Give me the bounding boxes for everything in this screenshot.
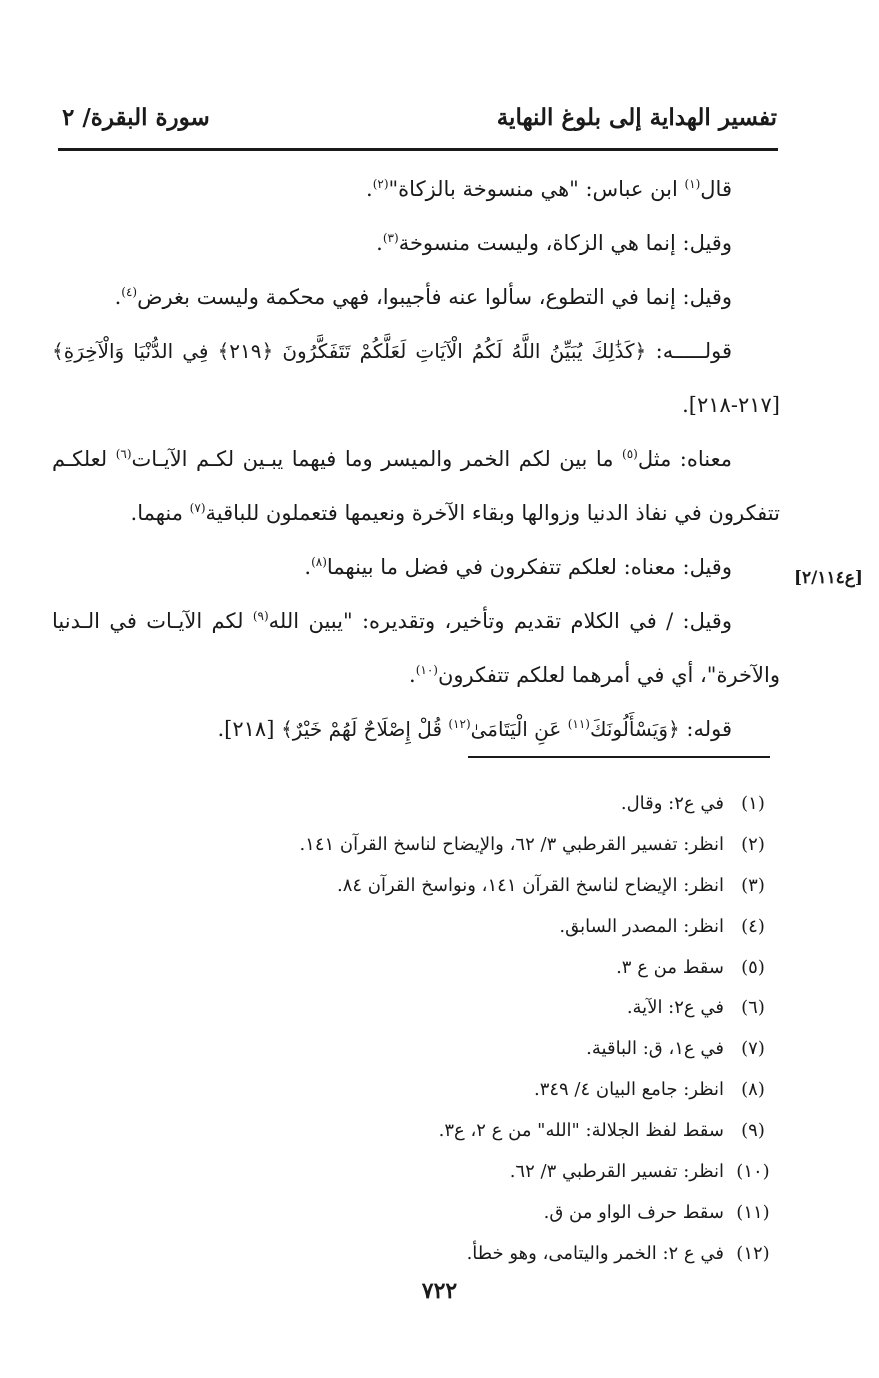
footnote-ref: (٧) xyxy=(189,501,206,515)
quran-verse: قُلْ إِصْلَاحٌ لَهُمْ خَيْرٌ﴾ xyxy=(281,717,449,741)
footnote-item xyxy=(100,1192,772,1233)
footnote-ref: (٦) xyxy=(115,447,132,461)
text-run: ما بين لكم الخمر والميسر وما فيهما يبـين لكـم الآيـات xyxy=(131,447,622,471)
text-run: قال xyxy=(700,177,732,201)
text-run: ابن عباس: "هي منسوخة بالزكاة" xyxy=(388,177,685,201)
text-run: وقيل: / في الكلام تقديم وتأخير، وتقديره: "يبين الله xyxy=(268,609,732,633)
footnote-number: (٧) xyxy=(741,1038,765,1060)
quran-verse: ﴿كَذَٰلِكَ يُبَيِّنُ اللَّهُ لَكُمُ الْآيَاتِ لَعَلَّكُمْ تَتَفَكَّرُونَ ﴿٢١٩﴾ فِي الدُّنْيَا وَالْآخِرَةِ﴾ xyxy=(52,339,647,363)
manuscript-margin-reference: [ع٢/١١٤] xyxy=(794,568,863,588)
quran-verse: عَنِ الْيَتَامَىٰ xyxy=(470,717,568,741)
text-run: وقيل: معناه: لعلكم تتفكرون في فضل ما بينهما xyxy=(326,555,732,579)
footnote-text: في ع٢: الآية. xyxy=(626,997,724,1019)
footnote-number: (١٠) xyxy=(736,1160,770,1182)
footnote-number: (١٢) xyxy=(736,1242,770,1264)
footnote-ref: (٩) xyxy=(252,609,269,623)
footnote-number: (٦) xyxy=(741,997,765,1019)
footnote-text: انظر: جامع البيان ٤/ ٣٤٩. xyxy=(533,1079,724,1101)
footnote-number: (٢) xyxy=(741,833,765,855)
footnote-ref: (٣) xyxy=(382,231,399,245)
footnote-ref: (٥) xyxy=(622,447,638,461)
footnotes xyxy=(100,783,772,1274)
paragraph-7 xyxy=(52,594,780,702)
text-run: . xyxy=(366,177,373,201)
footnote-number: (٩) xyxy=(741,1120,765,1142)
text-run: معناه: مثل xyxy=(637,447,732,471)
footnote-text: في ع ٢: الخمر واليتامى، وهو خطأ. xyxy=(466,1242,724,1264)
book-title: تفسير الهداية إلى بلوغ النهاية xyxy=(496,104,777,131)
footnote-text: انظر: المصدر السابق. xyxy=(559,915,724,937)
text-run: . xyxy=(376,231,383,255)
footnote-item xyxy=(100,1151,772,1192)
main-text xyxy=(52,162,780,756)
footnote-rule xyxy=(468,756,770,758)
footnote-number: (٤) xyxy=(741,915,765,937)
footnote-item xyxy=(100,1110,772,1151)
page-number: ٧٢٢ xyxy=(421,1278,458,1304)
surah-label: سورة البقرة/ ٢ xyxy=(62,104,210,131)
footnote-text: في ع١، ق: الباقية. xyxy=(586,1038,724,1060)
paragraph-2 xyxy=(52,216,780,270)
footnote-ref: (١١) xyxy=(567,717,590,731)
paragraph-8 xyxy=(52,702,780,756)
verse-reference: [٢١٧-٢١٨]. xyxy=(682,393,780,417)
footnote-text: انظر: تفسير القرطبي ٣/ ٦٢، والإيضاح لناسخ القرآن ١٤١. xyxy=(299,833,724,855)
footnote-number: (٥) xyxy=(741,956,765,978)
text-run: قوله: xyxy=(679,717,732,741)
paragraph-4 xyxy=(52,324,780,432)
footnote-ref: (١٠) xyxy=(415,663,438,677)
paragraph-6 xyxy=(52,540,780,594)
text-run: . xyxy=(409,663,416,687)
footnote-ref: (١) xyxy=(684,177,701,191)
text-run: . xyxy=(114,285,122,309)
footnote-item xyxy=(100,1233,772,1274)
text-run: لكم الآيـات في الـدنيا والآخرة"، أي في أمرهما لعلكم تتفكرون xyxy=(52,609,780,687)
paragraph-5 xyxy=(52,432,780,540)
text-run: وقيل: إنما في التطوع، سألوا عنه فأجيبوا، فهي محكمة وليست بغرض xyxy=(137,285,732,309)
text-run: . xyxy=(304,555,312,579)
footnote-item xyxy=(100,947,772,988)
footnote-text: سقط حرف الواو من ق. xyxy=(543,1201,724,1223)
text-run: لعلكـم تتفكرون في نفاذ الدنيا وزوالها وبقاء الآخرة ونعيمها فتعملون للباقية xyxy=(52,447,780,525)
text-run: وقيل: إنما هي الزكاة، وليست منسوخة xyxy=(398,231,732,255)
quran-verse: ﴿وَيَسْأَلُونَكَ xyxy=(589,717,680,741)
footnote-ref: (٨) xyxy=(311,555,327,569)
footnote-ref: (٢) xyxy=(372,177,389,191)
paragraph-3 xyxy=(52,270,780,324)
footnote-number: (١١) xyxy=(736,1201,770,1223)
footnote-text: في ع٢: وقال. xyxy=(620,792,724,814)
paragraph-1 xyxy=(52,162,780,216)
text-run: منهما. xyxy=(130,501,190,525)
footnote-ref: (٤) xyxy=(121,285,138,299)
footnote-text: سقط من ع ٣. xyxy=(616,956,724,978)
footnote-number: (٣) xyxy=(741,874,765,896)
footnote-text: انظر: تفسير القرطبي ٣/ ٦٢. xyxy=(509,1160,724,1182)
footnote-item xyxy=(100,987,772,1028)
footnote-item xyxy=(100,1069,772,1110)
footnote-text: انظر: الإيضاح لناسخ القرآن ١٤١، ونواسخ القرآن ٨٤. xyxy=(336,874,724,896)
footnote-text: سقط لفظ الجلالة: "الله" من ع ٢، ع٣. xyxy=(438,1120,724,1142)
footnote-item xyxy=(100,865,772,906)
footnote-item xyxy=(100,906,772,947)
footnote-ref: (١٢) xyxy=(448,717,471,731)
running-header xyxy=(62,104,777,144)
verse-reference: [٢١٨]. xyxy=(217,717,282,741)
footnote-number: (١) xyxy=(741,792,765,814)
footnote-item xyxy=(100,824,772,865)
header-rule xyxy=(58,148,778,151)
footnote-number: (٨) xyxy=(741,1079,765,1101)
text-run: قولـــــه: xyxy=(646,339,732,363)
footnote-item xyxy=(100,1028,772,1069)
footnote-item xyxy=(100,783,772,824)
